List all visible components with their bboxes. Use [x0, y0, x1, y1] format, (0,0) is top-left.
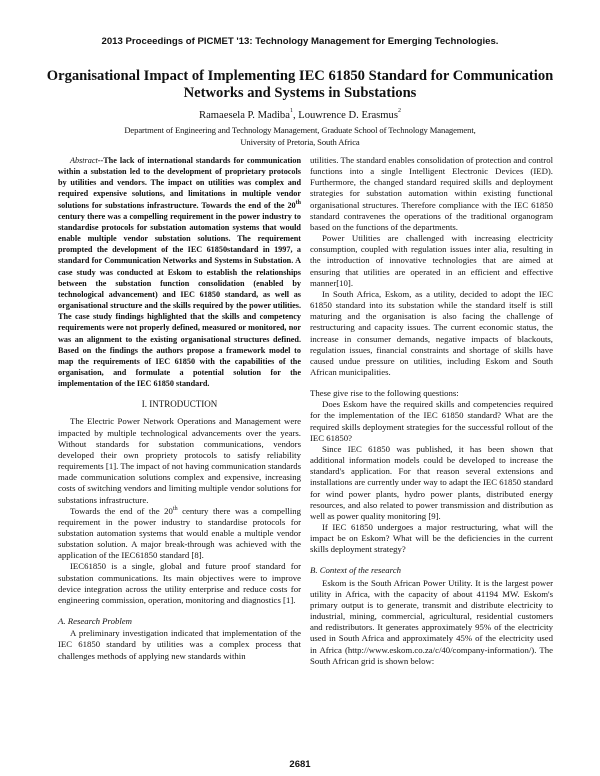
affiliation-line-2: University of Pretoria, South Africa: [240, 137, 360, 147]
proceedings-header: 2013 Proceedings of PICMET '13: Technology Management for Emerging Technologies.: [101, 36, 499, 47]
author-separator: ,: [292, 110, 299, 121]
paragraph-text: Towards the end of the 20: [70, 505, 173, 516]
paragraph-continued: utilities. The standard enables consolidation of protection and control functions into a single Intelligent Electronic Devices (IED). Furthermore, the changed standard required skills and deployment strategies for substation automation within existing functional organisational structures. Therefore compliance with the IEC 61850 standard contravenes the operations of the traditional organogram based on the functions of the departments.: [310, 155, 553, 232]
paragraph: [58, 506, 301, 562]
paragraph: A preliminary investigation indicated that implementation of the IEC 61850 standard by utilities was a complex process that challenges methods of applying new standards within: [58, 628, 301, 661]
paper-title: Organisational Impact of Implementing IEC 61850 Standard for Communication Networks and Systems in Substations: [46, 68, 554, 101]
paragraph: In South Africa, Eskom, as a utility, decided to adopt the IEC 61850 standard into its substation while the standard itself is still maturing and the organisation is also facing the challenge of restructuring and capacity issues. The current economic status, the increase in consumer demands, negative impacts of blackouts, regulation issues, financial constraints and shortage of skills have caused undue pressure on utilities, including Eskom and South African municipalities.: [310, 288, 553, 377]
paragraph: Since IEC 61850 was published, it has been shown that additional information models could be developed to increase the standard's application. For that reason several extensions and installations are currently under way to adapt the IEC 61850 standard for wind power plants, hydro power plants, distributed energy resources, and also related to power transmission and distribution as well as power quality monitoring [9].: [310, 443, 553, 521]
author-1: Ramaesela P. Madiba: [199, 110, 290, 121]
paragraph-text: century there was a compelling requirement in the power industry to standardise protocols for substation automation systems that would enable a multiple vendor substation solution. A major break-through was achieved with the application of the IEC61850 standard [8].: [58, 505, 301, 561]
abstract-sup: th: [295, 199, 301, 206]
subsection-heading-research-problem: A. Research Problem: [58, 616, 132, 627]
paragraph-sup: th: [172, 505, 178, 512]
right-column: [310, 155, 553, 667]
affiliation: [0, 124, 600, 148]
paragraph: IEC61850 is a single, global and future proof standard for substation communications. Its main objectives were to improve device integration across the utility enterprise and reduce costs for engineering commission, operation, monitoring and diagnostics [1].: [58, 561, 301, 605]
paragraph: These give rise to the following questions:: [310, 388, 459, 399]
abstract-text-1: --The lack of international standards for communication within a substation led to the development of proprietary protocols by utilities and vendors. The impact on utilities was complex and required expensive solutions, and limitations in multiple vendor solutions for substations infrastructure. Towards the end of the 20: [58, 156, 301, 210]
left-column: [58, 155, 301, 662]
abstract-label: Abstract: [70, 156, 98, 165]
paragraph: If IEC 61850 undergoes a major restructuring, what will the impact be on Eskom? What will be the deficiencies in the current skills deployment strategy?: [310, 522, 553, 555]
paragraph: Power Utilities are challenged with increasing electricity consumption, coupled with regulation issues inter alia, resulting in the introduction of innovative technologies that are aimed at ensuring that utilities are operated in an efficient and effective manner[10].: [310, 233, 553, 288]
section-heading-introduction: I. INTRODUCTION: [141, 399, 218, 410]
abstract: [58, 155, 301, 389]
authors: [0, 110, 600, 121]
paragraph: Does Eskom have the required skills and competencies required for the implementation of the IEC 61850 standard? What are the required skills deployment strategies for the successful rollout of the IEC 61850?: [310, 399, 553, 443]
page-number: 2681: [289, 759, 311, 770]
paragraph: Eskom is the South African Power Utility. It is the largest power utility in Africa, with the capacity of about 41194 MW. Eskom's primary output is to generate, transmit and distribute electricity to industrial, mining, commercial, agricultural, residential customers and redistributors. It generates approximately 95% of the electricity used in South Africa and approximately 45% of the electricity used in Africa (http://www.eskom.co.za/c/40/company-information/). The South African grid is shown below:: [310, 577, 553, 666]
paragraph: The Electric Power Network Operations and Management were impacted by multiple technological advancements over the years. Without standards for substation communications, vendors developed their own propriety protocols to satisfy reliability requirements [1]. The impact of not having communication standards made communication solutions complex and expensive, increasing costs of switching vendors and limiting multiple vendor solutions for substations infrastructure.: [58, 416, 301, 505]
author-2-affil-mark: 2: [397, 108, 401, 114]
subsection-heading-context: B. Context of the research: [310, 565, 401, 576]
affiliation-line-1: Department of Engineering and Technology Management, Graduate School of Technology Management,: [124, 125, 476, 135]
abstract-text-2: century there was a compelling requirement in the power industry to standardise protocols for substation automation systems that would enable multiple vendor substation solutions. The requirement prompted the development of the IEC 61850standard in 1997, a standard for Communication Networks and Systems in Substation. A case study was conducted at Eskom to establish the relationships between the substation function consolidation (enabled by technological advancement) and IEC 61850 standard, as well as organisational structure and the skills required by the power utilities. The case study findings highlighted that the skills and competency requirements were not properly defined, measured or monitored, nor was an alignment to the existing organisational structures defined. Based on the findings the authors propose a framework model to map the requirements of IEC 61850 with the capabilities of the organisation, and formulate a potential solution for the implementation of the IEC 61850 standard.: [58, 211, 301, 389]
author-2: Louwrence D. Erasmus: [298, 110, 398, 121]
author-1-affil-mark: 1: [289, 108, 293, 114]
